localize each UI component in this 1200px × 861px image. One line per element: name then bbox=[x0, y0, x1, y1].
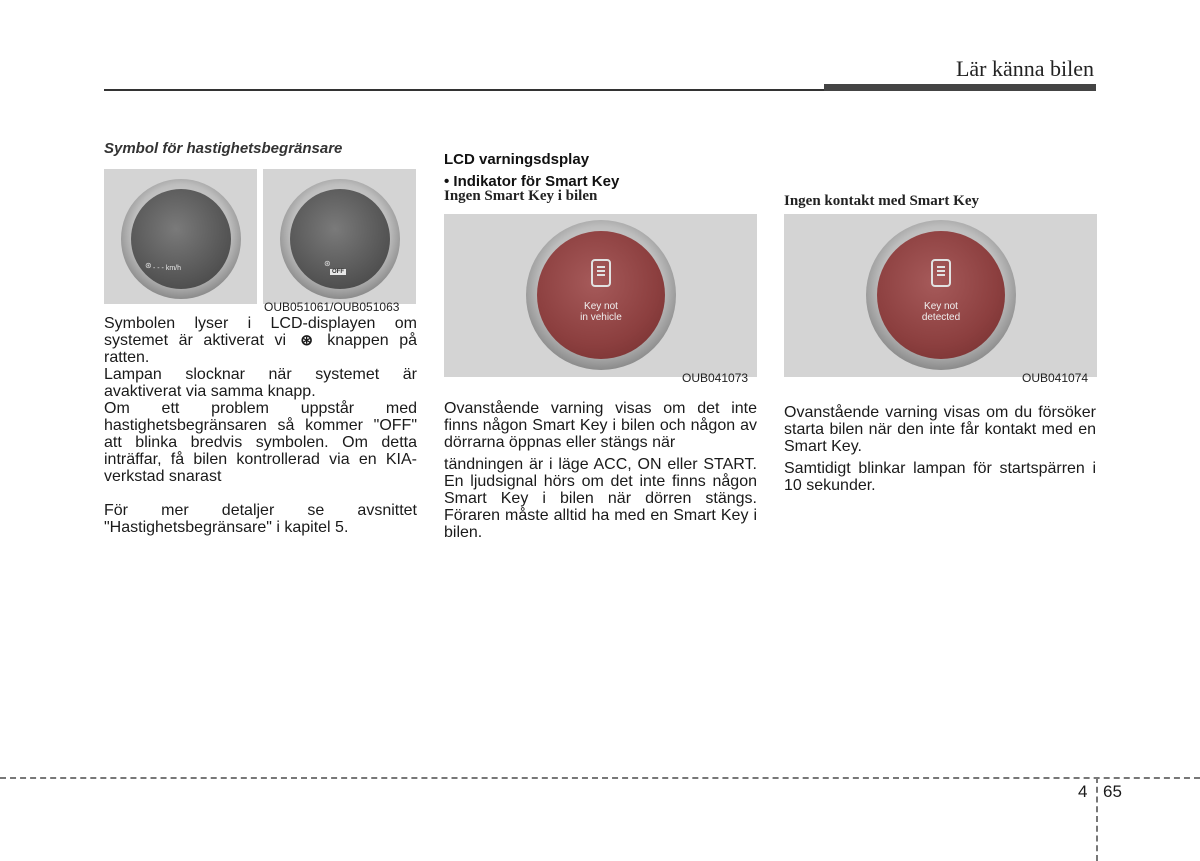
off-badge: OFF bbox=[332, 269, 344, 275]
paragraph: Ovanstående varning visas om det inte finns någon Smart Key i bilen och någon av dörrarna öppnas eller stängs när bbox=[444, 400, 757, 451]
no-smart-key-body bbox=[444, 400, 757, 541]
paragraph: Ovanstående varning visas om du försöker starta bilen när den inte får kontakt med en Smart Key. bbox=[784, 404, 1096, 455]
no-contact-subheading: Ingen kontakt med Smart Key bbox=[784, 193, 980, 209]
speed-limiter-icon: ⊛ bbox=[300, 332, 313, 349]
display-message bbox=[877, 301, 1005, 323]
paragraph: Samtidigt blinkar lampan för startspärren i 10 sekunder. bbox=[784, 460, 1096, 494]
chapter-number: 4 bbox=[1078, 782, 1088, 801]
speed-limiter-image-on bbox=[104, 169, 257, 304]
speed-limiter-heading: Symbol för hastighetsbegränsare bbox=[104, 140, 343, 157]
speed-limiter-mini-icon: ⊛ bbox=[145, 261, 152, 270]
lcd-warning-heading bbox=[444, 149, 619, 193]
no-contact-body bbox=[784, 404, 1096, 494]
gauge-face bbox=[877, 231, 1005, 359]
display-line: Key not bbox=[924, 301, 958, 312]
display-message bbox=[537, 301, 665, 323]
speed-limiter-mini-icon: ⊛ bbox=[324, 259, 331, 268]
paragraph-text: Symbolen lyser i LCD-displayen om systemet är aktiverat vi bbox=[104, 315, 417, 349]
speed-limiter-body bbox=[104, 315, 417, 536]
footer-divider bbox=[1096, 777, 1098, 861]
paragraph: För mer detaljer se avsnittet "Hastighetsbegränsare" i kapitel 5. bbox=[104, 502, 417, 536]
page-header-title: Lär känna bilen bbox=[955, 56, 1094, 81]
speed-limiter-image-off bbox=[263, 169, 416, 304]
smart-key-icon bbox=[931, 259, 951, 287]
header-rule bbox=[104, 89, 826, 91]
speed-readout: - - - km/h bbox=[153, 265, 181, 272]
gauge-ring bbox=[526, 220, 676, 370]
paragraph-text: knappen på ratten. bbox=[104, 332, 417, 366]
key-not-detected-image bbox=[784, 214, 1097, 377]
gauge-face bbox=[290, 189, 390, 289]
gauge-face bbox=[537, 231, 665, 359]
key-not-in-vehicle-image bbox=[444, 214, 757, 377]
paragraph: tändningen är i läge ACC, ON eller START. En ljudsignal hörs om det inte finns någon Smart Key i bilen när dörren stängs. Föraren måste alltid ha med en Smart Key i bilen. bbox=[444, 456, 757, 541]
header-rule-accent bbox=[824, 84, 1096, 91]
gauge-ring bbox=[280, 179, 400, 299]
footer-rule bbox=[0, 777, 1200, 779]
page-number: 65 bbox=[1103, 782, 1122, 801]
smart-key-bullet: • Indikator för Smart Key bbox=[444, 173, 620, 190]
paragraph: Lampan slocknar när systemet är avaktiverat via samma knapp. bbox=[104, 366, 417, 400]
figure-caption: OUB041073 bbox=[682, 371, 749, 385]
paragraph: Om ett problem uppstår med hastighetsbegränsaren så kommer "OFF" att blinka bredvis symbolen. Om detta inträffar, få bilen kontrollerad via en KIA-verkstad snarast bbox=[104, 400, 417, 485]
figure-caption: OUB041074 bbox=[1022, 371, 1089, 385]
figure-caption: OUB051061/OUB051063 bbox=[264, 300, 400, 314]
display-line: Key not bbox=[584, 301, 618, 312]
paragraph bbox=[104, 315, 417, 366]
display-line: detected bbox=[921, 312, 961, 323]
gauge-face bbox=[131, 189, 231, 289]
gauge-ring bbox=[866, 220, 1016, 370]
no-smart-key-subheading: Ingen Smart Key i bilen bbox=[444, 188, 598, 204]
lcd-warning-title: LCD varningsdsplay bbox=[444, 151, 590, 168]
display-line: in vehicle bbox=[580, 312, 622, 323]
smart-key-icon bbox=[591, 259, 611, 287]
gauge-ring bbox=[121, 179, 241, 299]
